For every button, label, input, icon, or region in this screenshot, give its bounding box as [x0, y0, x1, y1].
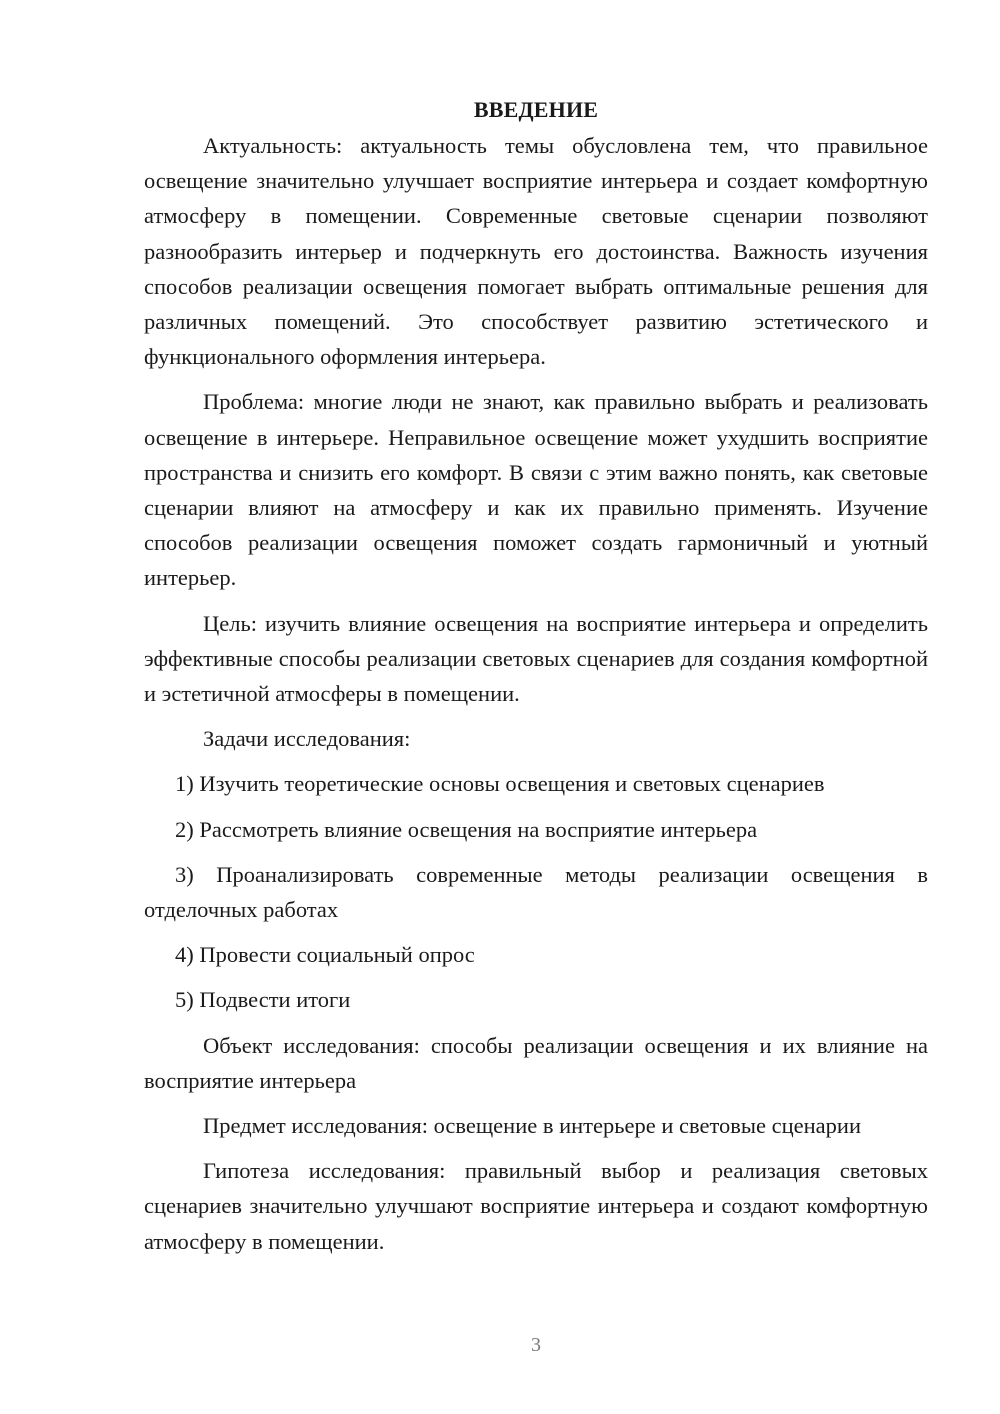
tasks-list [144, 766, 928, 1017]
paragraph-relevance: Актуальность: актуальность темы обусловлена тем, что правильное освещение значительно улучшает восприятие интерьера и создает комфортную атмосферу в помещении. Современные световые сценарии позволяют разнообразить интерьер и подчеркнуть его достоинства. Важность изучения способов реализации освещения помогает выбрать оптимальные решения для различных помещений. Это способствует развитию эстетического и функционального оформления интерьера. [144, 133, 928, 370]
document-page [144, 92, 928, 1259]
paragraph-hypothesis: Гипотеза исследования: правильный выбор и реализация световых сценариев значительно улучшают восприятие интерьера и создают комфортную атмосферу в помещении. [144, 1158, 928, 1254]
paragraph-tasks-title: Задачи исследования: [203, 726, 411, 752]
list-item: 1) Изучить теоретические основы освещения и световых сценариев [175, 771, 825, 797]
paragraph-object: Объект исследования: способы реализации освещения и их влияние на восприятие интерьера [144, 1032, 928, 1093]
paragraph-goal: Цель: изучить влияние освещения на восприятие интерьера и определить эффективные способы реализации световых сценариев для создания комфортной и эстетичной атмосферы в помещении. [144, 610, 928, 707]
list-item: 5) Подвести итоги [175, 987, 351, 1013]
list-item: 3) Проанализировать современные методы реализации освещения в отделочных работах [144, 861, 928, 923]
paragraph-subject: Предмет исследования: освещение в интерьере и световые сценарии [203, 1113, 862, 1139]
section-heading: ВВЕДЕНИЕ [473, 97, 599, 122]
list-item: 2) Рассмотреть влияние освещения на восприятие интерьера [175, 816, 758, 842]
list-item: 4) Провести социальный опрос [175, 942, 475, 968]
paragraph-problem: Проблема: многие люди не знают, как правильно выбрать и реализовать освещение в интерьере. Неправильное освещение может ухудшить восприятие пространства и снизить его комфорт. В связи с этим важно понять, как световые сценарии влияют на атмосферу и как их правильно применять. Изучение способов реализации освещения поможет создать гармоничный и уютный интерьер. [144, 389, 928, 591]
page-number: 3 [531, 1334, 541, 1356]
